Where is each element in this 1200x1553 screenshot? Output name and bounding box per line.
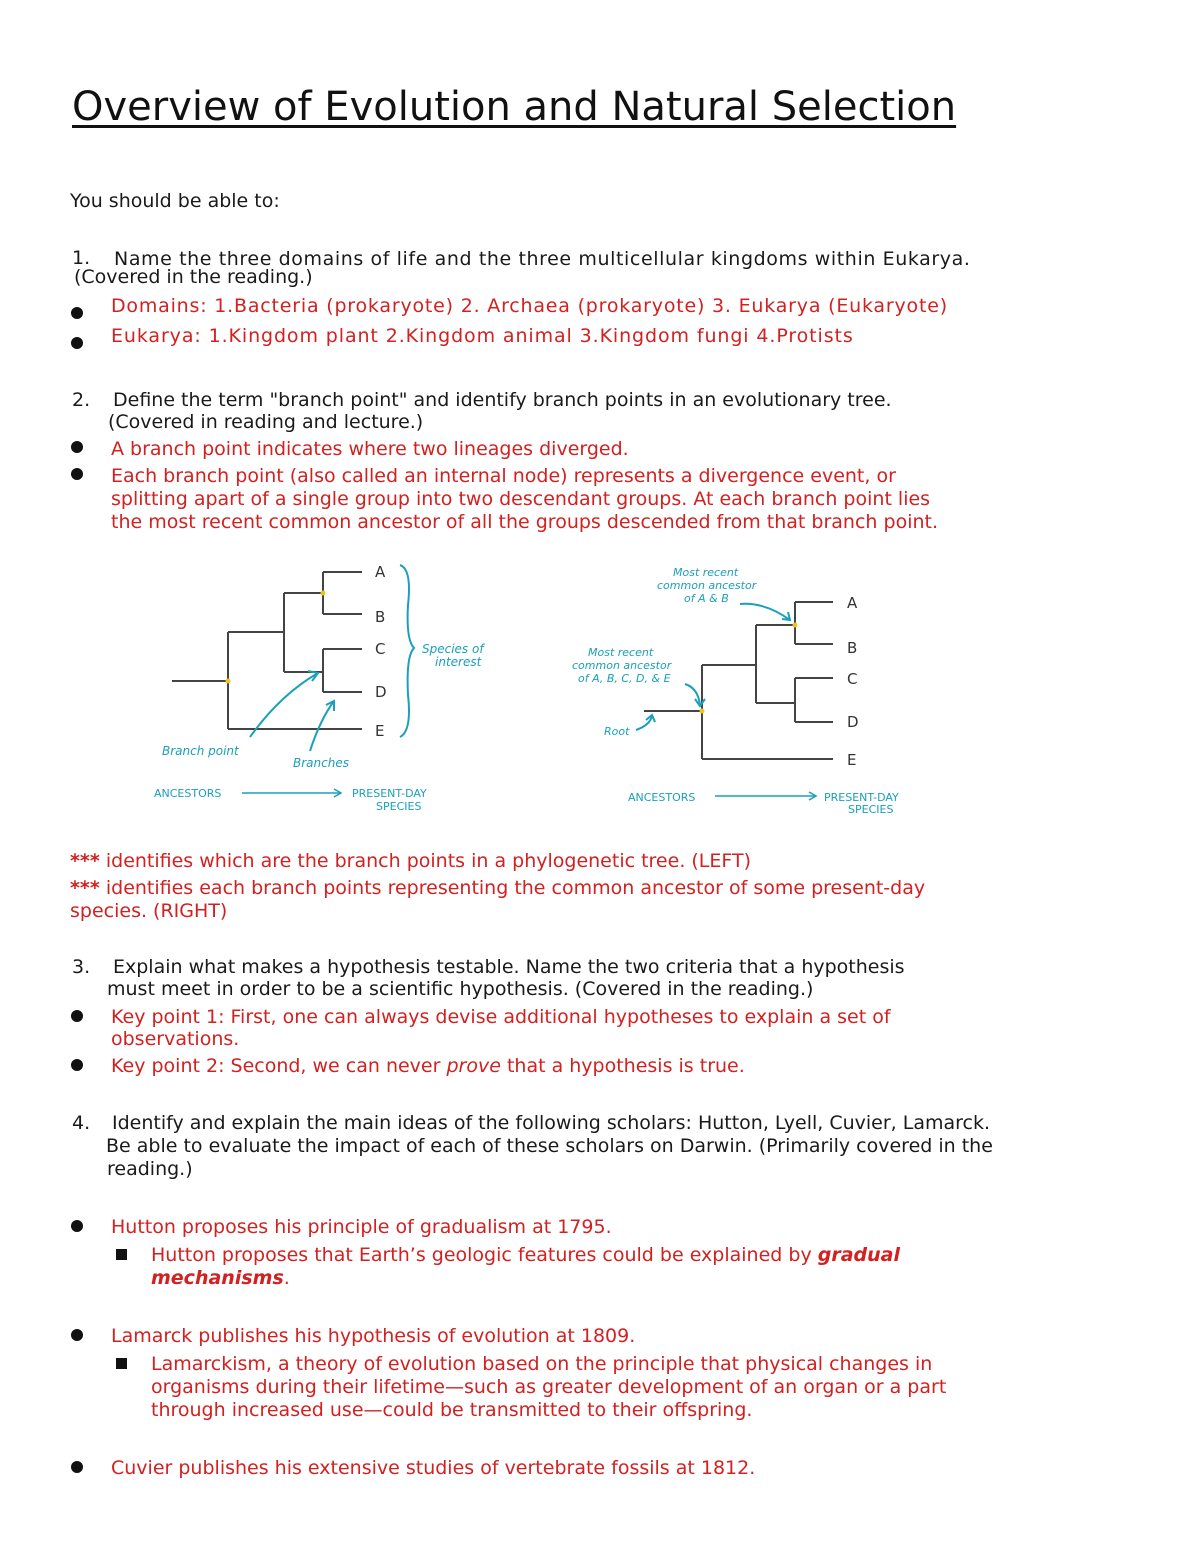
present-day-label-line2: SPECIES (848, 803, 894, 816)
present-day-label-line1: PRESENT-DAY (824, 791, 899, 804)
q3-keypoint2 (111, 1055, 745, 1078)
mrca-ab-line1: Most recent (673, 566, 739, 579)
bullet-icon (71, 468, 83, 480)
kp2-emphasis: prove (446, 1055, 501, 1077)
leaf-label-b: B (847, 639, 858, 657)
mrca-ab-line2: common ancestor (657, 579, 757, 592)
branch-node (321, 591, 326, 596)
mrca-ab-arrow (740, 604, 790, 620)
present-day-label-line1: PRESENT-DAY (352, 787, 427, 800)
q2-line2: (Covered in reading and lecture.) (108, 411, 424, 433)
species-brace (400, 565, 414, 737)
bullet-icon (71, 1059, 83, 1071)
mrca-all-line2: common ancestor (572, 659, 672, 672)
hutton-sub-line1 (151, 1244, 900, 1267)
branch-node (793, 623, 798, 628)
leaf-label-c: C (375, 640, 386, 658)
q4-line2: Be able to evaluate the impact of each of these scholars on Darwin. (Primarily covered in the (106, 1135, 993, 1157)
q3-line1: Explain what makes a hypothesis testable. Name the two criteria that a hypothesis (113, 956, 905, 978)
note-right-line2: species. (RIGHT) (70, 900, 228, 922)
q2-bullet2-line3: the most recent common ancestor of all the groups descended from that branch point. (111, 511, 939, 533)
q4-number: 4. (72, 1112, 91, 1134)
cuvier-bullet: Cuvier publishes his extensive studies of vertebrate fossils at 1812. (111, 1457, 756, 1479)
note-right-text: identifies each branch points representing the common ancestor of some present-day (99, 877, 926, 899)
note-left-text: identifies which are the branch points in a phylogenetic tree. (LEFT) (99, 850, 752, 872)
species-label-line1: Species of (422, 642, 484, 656)
q2-bullet2-line2: splitting apart of a single group into two descendant groups. At each branch point lies (111, 488, 931, 510)
leaf-label-e: E (375, 722, 385, 740)
stars-marker: *** (70, 850, 100, 872)
q3-number: 3. (72, 956, 91, 978)
q4-line1: Identify and explain the main ideas of the following scholars: Hutton, Lyell, Cuvier, Lamarck. (112, 1112, 991, 1134)
q1-bullet-eukarya: Eukarya: 1.Kingdom plant 2.Kingdom animal 3.Kingdom fungi 4.Protists (111, 325, 854, 347)
intro-text: You should be able to: (70, 190, 280, 212)
hutton-sub-post: . (283, 1267, 290, 1289)
present-day-label-line2: SPECIES (376, 800, 422, 813)
root-label: Root (604, 725, 630, 738)
phylo-tree-left (150, 555, 510, 820)
stars-marker: *** (70, 877, 100, 899)
q2-bullet2-line1: Each branch point (also called an internal node) represents a divergence event, or (111, 465, 896, 487)
q1-line2: (Covered in the reading.) (74, 266, 313, 288)
ancestors-label: ANCESTORS (628, 791, 696, 804)
leaf-label-d: D (847, 713, 859, 731)
lamarck-bullet: Lamarck publishes his hypothesis of evolution at 1809. (111, 1325, 636, 1347)
note-left (70, 850, 751, 873)
q2-number: 2. (72, 389, 91, 411)
branches-arrow (310, 701, 334, 751)
hutton-sub-line2 (151, 1267, 290, 1290)
branch-point-label: Branch point (162, 744, 239, 758)
bullet-icon (71, 441, 83, 453)
hutton-sub-emphasis: mechanisms (151, 1267, 284, 1289)
leaf-label-c: C (847, 670, 858, 688)
kp2-post: that a hypothesis is true. (500, 1055, 745, 1077)
bullet-icon (71, 1220, 83, 1232)
species-label-line2: interest (435, 655, 482, 669)
leaf-label-e: E (847, 751, 857, 769)
q3-keypoint1-line1: Key point 1: First, one can always devise additional hypotheses to explain a set of (111, 1006, 891, 1028)
lamarck-sub-line3: through increased use—could be transmitted to their offspring. (151, 1399, 753, 1421)
branch-point-arrow (250, 673, 318, 737)
leaf-label-a: A (375, 563, 386, 581)
mrca-all-line1: Most recent (588, 646, 654, 659)
leaf-label-d: D (375, 683, 387, 701)
hutton-sub-text: Hutton proposes that Earth’s geologic features could be explained by (151, 1244, 818, 1266)
page-title: Overview of Evolution and Natural Selection (72, 84, 957, 130)
bullet-icon (71, 337, 83, 349)
q3-line2: must meet in order to be a scientific hypothesis. (Covered in the reading.) (107, 978, 814, 1000)
leaf-label-a: A (847, 594, 858, 612)
q2-line1: Define the term "branch point" and identify branch points in an evolutionary tree. (113, 389, 892, 411)
q1-bullet-domains: Domains: 1.Bacteria (prokaryote) 2. Archaea (prokaryote) 3. Eukarya (Eukaryote) (111, 295, 948, 317)
q2-bullet1: A branch point indicates where two lineages diverged. (111, 438, 629, 460)
tree-right-branches (644, 602, 833, 759)
square-bullet-icon (116, 1358, 127, 1369)
lamarck-sub-line1: Lamarckism, a theory of evolution based on the principle that physical changes in (151, 1353, 933, 1375)
hutton-sub-emphasis: gradual (817, 1244, 901, 1266)
leaf-label-b: B (375, 608, 386, 626)
bullet-icon (71, 1461, 83, 1473)
square-bullet-icon (116, 1249, 127, 1260)
kp2-pre: Key point 2: Second, we can never (111, 1055, 447, 1077)
bullet-icon (71, 1329, 83, 1341)
q4-line3: reading.) (107, 1158, 193, 1180)
q1-line1: Name the three domains of life and the three multicellular kingdoms within Eukarya. (114, 248, 971, 270)
phylo-tree-right (560, 560, 960, 825)
lamarck-sub-line2: organisms during their lifetime—such as greater development of an organ or a part (151, 1376, 947, 1398)
hutton-bullet: Hutton proposes his principle of gradualism at 1795. (111, 1216, 612, 1238)
bullet-icon (71, 307, 83, 319)
branches-label: Branches (293, 756, 349, 770)
branch-node (226, 679, 231, 684)
note-right (70, 877, 925, 900)
branch-node (700, 709, 705, 714)
ancestors-label: ANCESTORS (154, 787, 222, 800)
q3-keypoint1-line2: observations. (111, 1028, 240, 1050)
bullet-icon (71, 1010, 83, 1022)
mrca-all-line3: of A, B, C, D, & E (578, 672, 671, 685)
mrca-ab-line3: of A & B (684, 592, 729, 605)
q1-number: 1. (72, 247, 91, 269)
